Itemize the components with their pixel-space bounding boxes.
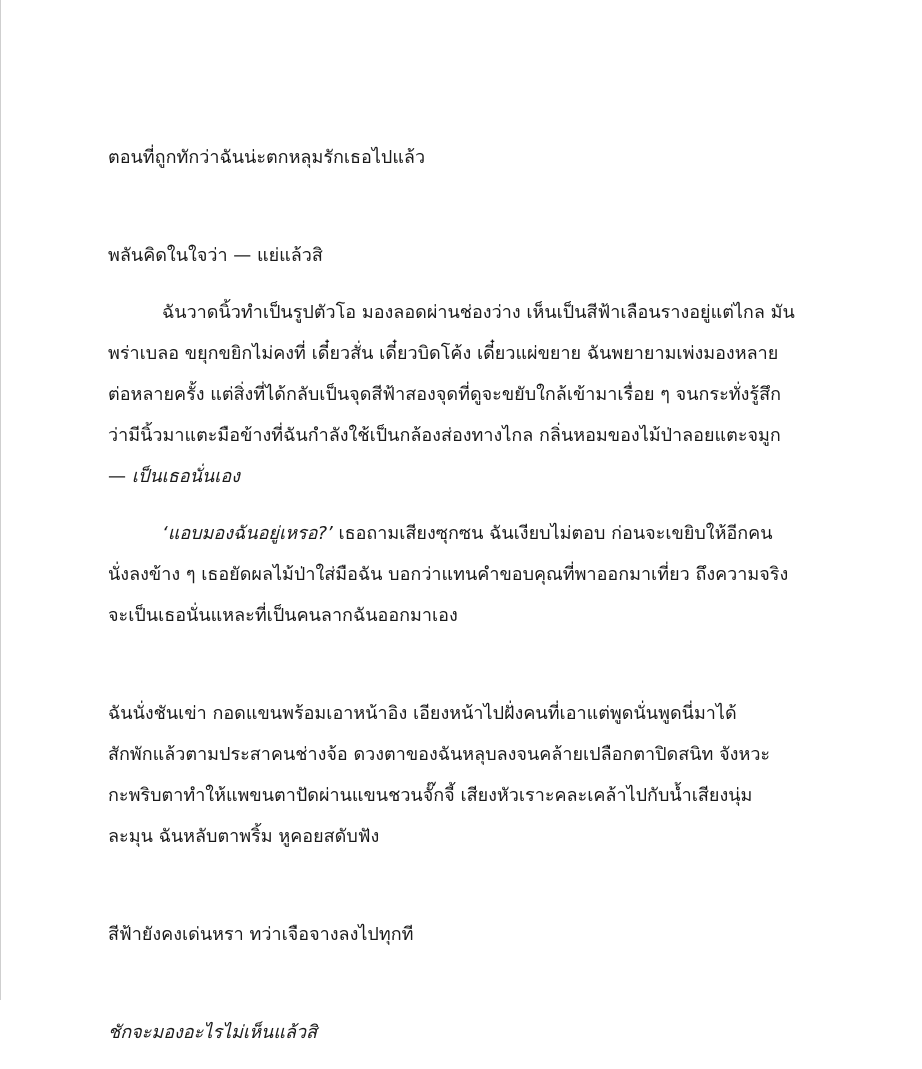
paragraph-3-text: ฉันวาดนิ้วทำเป็นรูปตัวโอ มองลอดผ่านช่องว่าง เห็นเป็นสีฟ้าเลือนรางอยู่แต่ไกล มัน พร่าเบลอ ขยุกขยิกไม่คงที่ เดี๋ยวสั่น เดี๋ยวบิดโค้ง เดี๋ยวแผ่ขยาย ฉันพยายามเพ่งมองหลาย ต่อหลายครั้ง แต่สิ่งที่ได้กลับเป็นจุดสีฟ้าสองจุดที่ดูจะขยับใกล้เข้ามาเรื่อย ๆ จนกระทั่งรู้สึก ว่ามีนิ้วมาแตะมือข้างที่ฉันกำลังใช้เป็นกล้องส่องทางไกล กลิ่นหอมของไม้ป่าลอยแตะจมูก — — [108, 302, 795, 487]
page-left-border — [0, 0, 1, 1000]
paragraph-7-italic-text: ชักจะมองอะไรไม่เห็นแล้วสิ — [108, 1022, 317, 1043]
paragraph-3-italic-text: เป็นเธอนั่นเอง — [131, 466, 240, 487]
paragraph-7 — [108, 971, 820, 1053]
paragraph-5 — [108, 652, 820, 857]
paragraph-4-italic-quote: ‘แอบมองฉันอยู่เหรอ?’ — [162, 523, 333, 544]
paragraph-6-text: สีฟ้ายังคงเด่นหรา ทว่าเจือจางลงไปทุกที — [108, 924, 414, 945]
paragraph-2-text: พลันคิดในใจว่า — แย่แล้วสิ — [108, 245, 323, 266]
paragraph-4 — [108, 513, 820, 636]
paragraph-2 — [108, 194, 820, 276]
paragraph-5-text: ฉันนั่งชันเข่า กอดแขนพร้อมเอาหน้าอิง เอียงหน้าไปฝั่งคนที่เอาแต่พูดนั่นพูดนี่มาได้ สักพักแล้วตามประสาคนช่างจ้อ ดวงตาของฉันหลุบลงจนคล้ายเปลือกตาปิดสนิท จังหวะ กะพริบตาทำให้แพขนตาปัดผ่านแขนชวนจั๊กจี้ เสียงหัวเราะคละเคล้าไปกับน้ำเสียงนุ่ม ละมุน ฉันหลับตาพริ้ม หูคอยสดับฟัง — [108, 703, 771, 847]
paragraph-1-text: ตอนที่ถูกทักว่าฉันน่ะตกหลุมรักเธอไปแล้ว — [108, 147, 426, 168]
paragraph-4-text: เธอถามเสียงซุกซน ฉันเงียบไม่ตอบ ก่อนจะเขยิบให้อีกคน นั่งลงข้าง ๆ เธอยัดผลไม้ป่าใส่มือฉัน บอกว่าแทนคำขอบคุณที่พาออกมาเที่ยว ถึงความจริง จะเป็นเธอนั่นแหละที่เป็นคนลากฉันออกมาเอง — [108, 523, 789, 626]
paragraph-6 — [108, 873, 820, 955]
paragraph-1 — [108, 96, 820, 178]
document-body — [108, 96, 820, 1069]
paragraph-3 — [108, 292, 820, 497]
